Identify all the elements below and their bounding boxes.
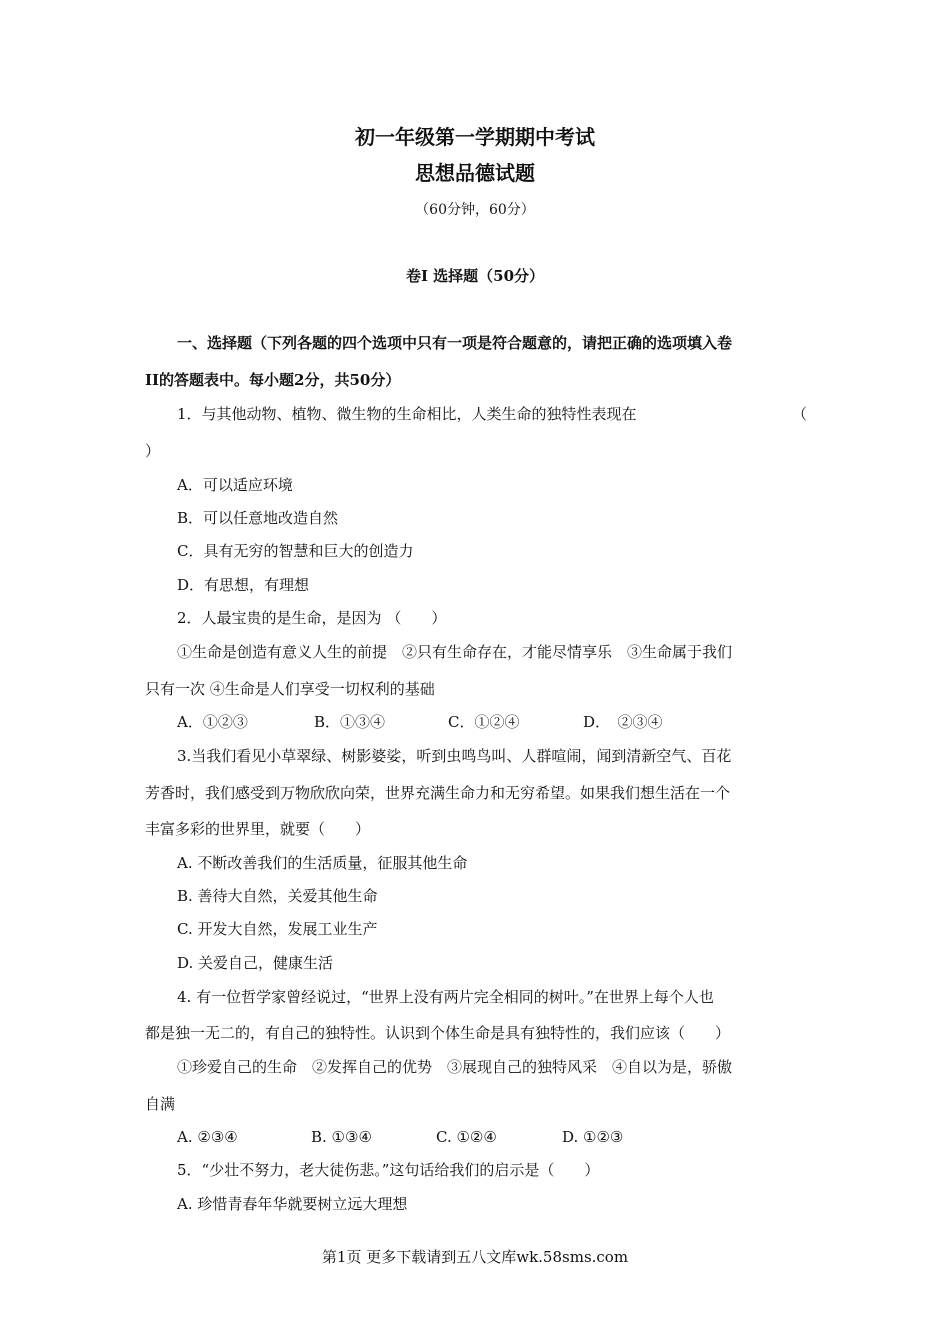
q1-answer-bracket-close: ） [145, 442, 161, 460]
q2-option-d: D． ②③④ [583, 713, 663, 731]
q3-option-b: B. 善待大自然，关爱其他生命 [177, 887, 378, 905]
q3-option-a: A. 不断改善我们的生活质量，征服其他生命 [177, 854, 468, 872]
section-heading: 卷I 选择题（50分） [405, 267, 545, 285]
q1-answer-bracket-open: （ [792, 405, 808, 423]
q1-option-b: B．可以任意地改造自然 [177, 509, 339, 527]
q3-option-c: C. 开发大自然，发展工业生产 [177, 920, 378, 938]
q4-stem-line-1: 4. 有一位哲学家曾经说过，“世界上没有两片完全相同的树叶。”在世界上每个人也 [177, 988, 714, 1006]
page-footer: 第1页 更多下载请到五八文库wk.58sms.com [321, 1248, 629, 1266]
q1-option-c: C．具有无穷的智慧和巨大的创造力 [177, 542, 414, 560]
exam-duration: （60分钟，60分） [415, 202, 535, 218]
exam-subject-title: 思想品德试题 [415, 161, 535, 185]
q5-stem: 5．“少壮不努力，老大徒伤悲。”这句话给我们的启示是（ ） [177, 1161, 600, 1179]
q3-stem-line-2: 芳香时，我们感受到万物欣欣向荣，世界充满生命力和无穷希望。如果我们想生活在一个 [145, 784, 731, 802]
q2-items-line-2: 只有一次 ④生命是人们享受一切权利的基础 [145, 680, 435, 698]
q4-option-d: D. ①②③ [562, 1128, 624, 1146]
q1-option-d: D．有思想，有理想 [177, 576, 310, 594]
q4-stem-line-2: 都是独一无二的，有自己的独特性。认识到个体生命是具有独特性的，我们应该（ ） [145, 1024, 731, 1042]
q3-option-d: D. 关爱自己，健康生活 [177, 954, 334, 972]
q4-option-b: B. ①③④ [311, 1128, 372, 1146]
q2-option-b: B．①③④ [314, 713, 386, 731]
q1-option-a: A．可以适应环境 [177, 476, 293, 494]
q4-items-line-1: ①珍爱自己的生命 ②发挥自己的优势 ③展现自己的独特风采 ④自以为是，骄傲 [177, 1058, 733, 1076]
instructions-line-2: II的答题表中。每小题2分，共50分） [145, 371, 401, 389]
q3-stem-line-1: 3.当我们看见小草翠绿、树影婆娑，听到虫鸣鸟叫、人群喧闹，闻到清新空气、百花 [177, 747, 732, 765]
q2-items-line-1: ①生命是创造有意义人生的前提 ②只有生命存在，才能尽情享乐 ③生命属于我们 [177, 643, 733, 661]
q2-stem: 2．人最宝贵的是生命，是因为 （ ） [177, 609, 447, 627]
instructions-line-1: 一、选择题（下列各题的四个选项中只有一项是符合题意的，请把正确的选项填入卷 [177, 334, 733, 352]
q2-option-c: C．①②④ [448, 713, 520, 731]
q1-stem: 1．与其他动物、植物、微生物的生命相比，人类生命的独特性表现在 [177, 405, 637, 423]
q3-stem-line-3: 丰富多彩的世界里，就要（ ） [145, 820, 371, 838]
q4-option-c: C. ①②④ [436, 1128, 497, 1146]
exam-title: 初一年级第一学期期中考试 [355, 125, 595, 149]
q5-option-a: A. 珍惜青春年华就要树立远大理想 [177, 1195, 408, 1213]
q2-option-a: A．①②③ [177, 713, 248, 731]
q4-option-a: A. ②③④ [177, 1128, 238, 1146]
q4-items-line-2: 自满 [145, 1095, 176, 1113]
